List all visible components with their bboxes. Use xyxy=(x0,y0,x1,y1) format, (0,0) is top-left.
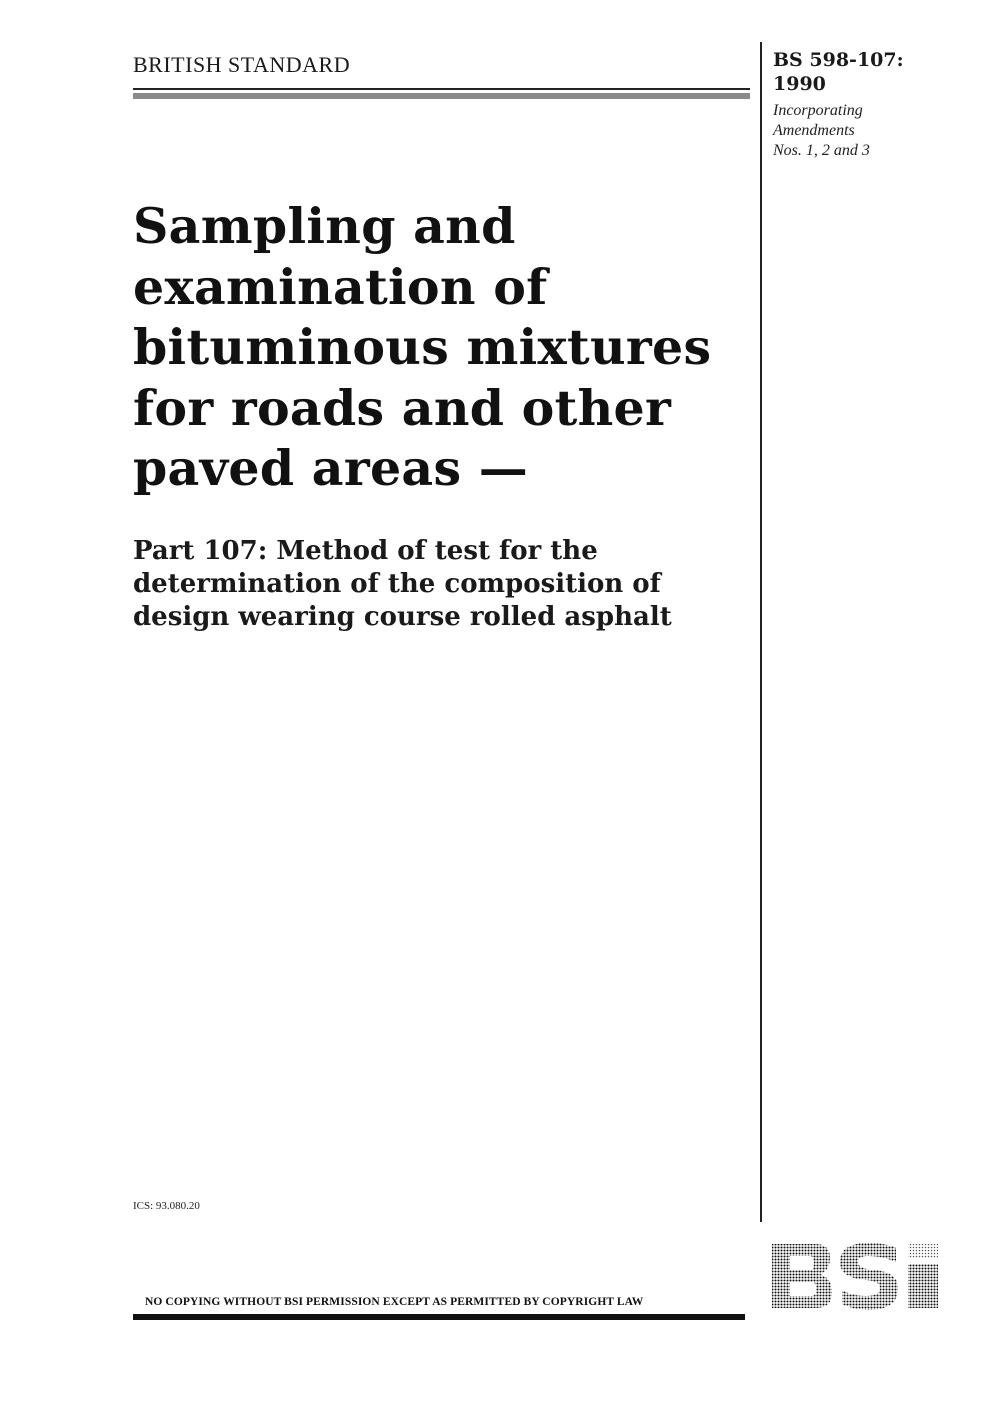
header-rule-gray xyxy=(133,93,750,99)
amendments-note xyxy=(773,101,870,161)
standard-number-year: 1990 xyxy=(773,73,826,95)
bsi-logo-icon xyxy=(768,1240,946,1312)
amendments-line: Amendments xyxy=(773,122,855,139)
title-line: for roads and other xyxy=(133,378,672,437)
title-line: paved areas — xyxy=(133,439,529,497)
standard-number xyxy=(773,48,904,96)
title-line: bituminous mixtures xyxy=(133,318,712,376)
ics-code: ICS: 93.080.20 xyxy=(133,1200,200,1212)
copyright-notice: NO COPYING WITHOUT BSI PERMISSION EXCEPT AS PERMITTED BY COPYRIGHT LAW xyxy=(145,1296,644,1308)
vertical-divider xyxy=(760,42,762,1222)
amendments-line: Nos. 1, 2 and 3 xyxy=(773,142,870,159)
subtitle-line: design wearing course rolled asphalt xyxy=(133,602,672,632)
header-rule xyxy=(133,88,750,90)
footer-rule xyxy=(133,1314,745,1320)
title-line: Sampling and xyxy=(133,197,516,255)
document-title xyxy=(133,196,743,499)
title-line: examination of xyxy=(133,257,548,316)
amendments-line: Incorporating xyxy=(773,102,863,119)
subtitle-line: Part 107: Method of test for the xyxy=(133,536,598,566)
subtitle-line: determination of the composition of xyxy=(133,569,661,599)
standard-number-code: BS 598-107: xyxy=(773,49,904,71)
document-category-label: BRITISH STANDARD xyxy=(133,52,351,77)
part-subtitle xyxy=(133,535,743,634)
